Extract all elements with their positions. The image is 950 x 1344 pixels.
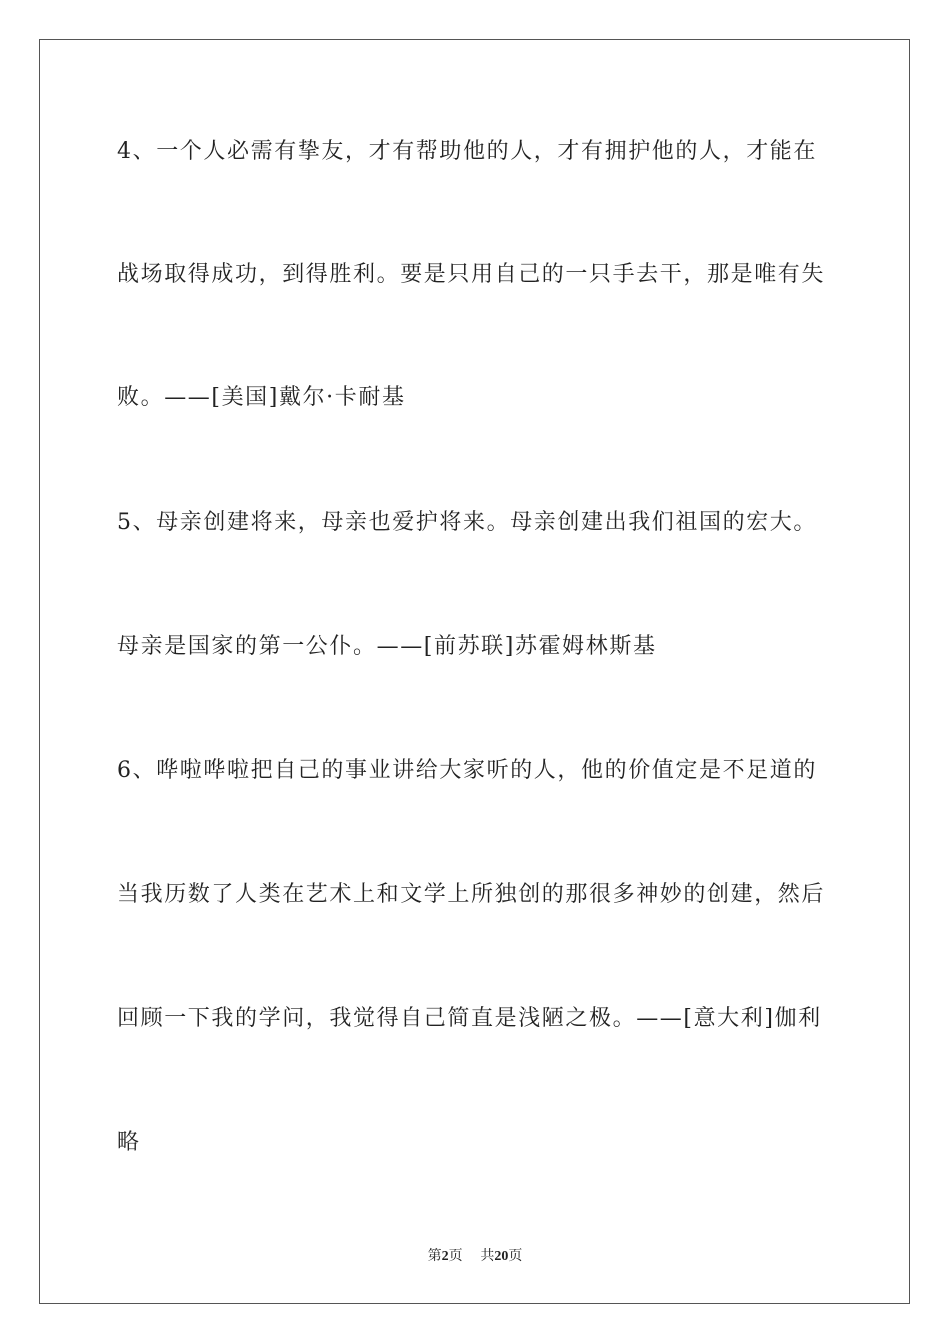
text-line-6: 6、哗啦哗啦把自己的事业讲给大家听的人，他的价值定是不足道的 [117,758,817,783]
page-suffix: 页 [448,1248,463,1264]
total-suffix: 页 [508,1248,523,1264]
text-line-3: 败。——[美国]戴尔·卡耐基 [117,385,406,410]
page-number: 2 [441,1249,449,1264]
text-line-5: 母亲是国家的第一公仆。——[前苏联]苏霍姆林斯基 [117,634,657,659]
text-line-7: 当我历数了人类在艺术上和文学上所独创的那很多神妙的创建，然后 [117,882,826,907]
text-line-1: 4、一个人必需有挚友，才有帮助他的人，才有拥护他的人，才能在 [117,139,817,164]
total-pages: 20 [494,1249,509,1264]
text-line-9: 略 [117,1130,141,1155]
total-prefix: 共 [480,1248,495,1264]
page-prefix: 第 [427,1248,442,1264]
text-line-4: 5、母亲创建将来，母亲也爱护将来。母亲创建出我们祖国的宏大。 [117,510,817,535]
page-footer [0,1246,950,1267]
page-border [39,39,910,1304]
text-line-2: 战场取得成功，到得胜利。要是只用自己的一只手去干，那是唯有失 [117,262,826,287]
text-line-8: 回顾一下我的学问，我觉得自己简直是浅陋之极。——[意大利]伽利 [117,1006,822,1031]
